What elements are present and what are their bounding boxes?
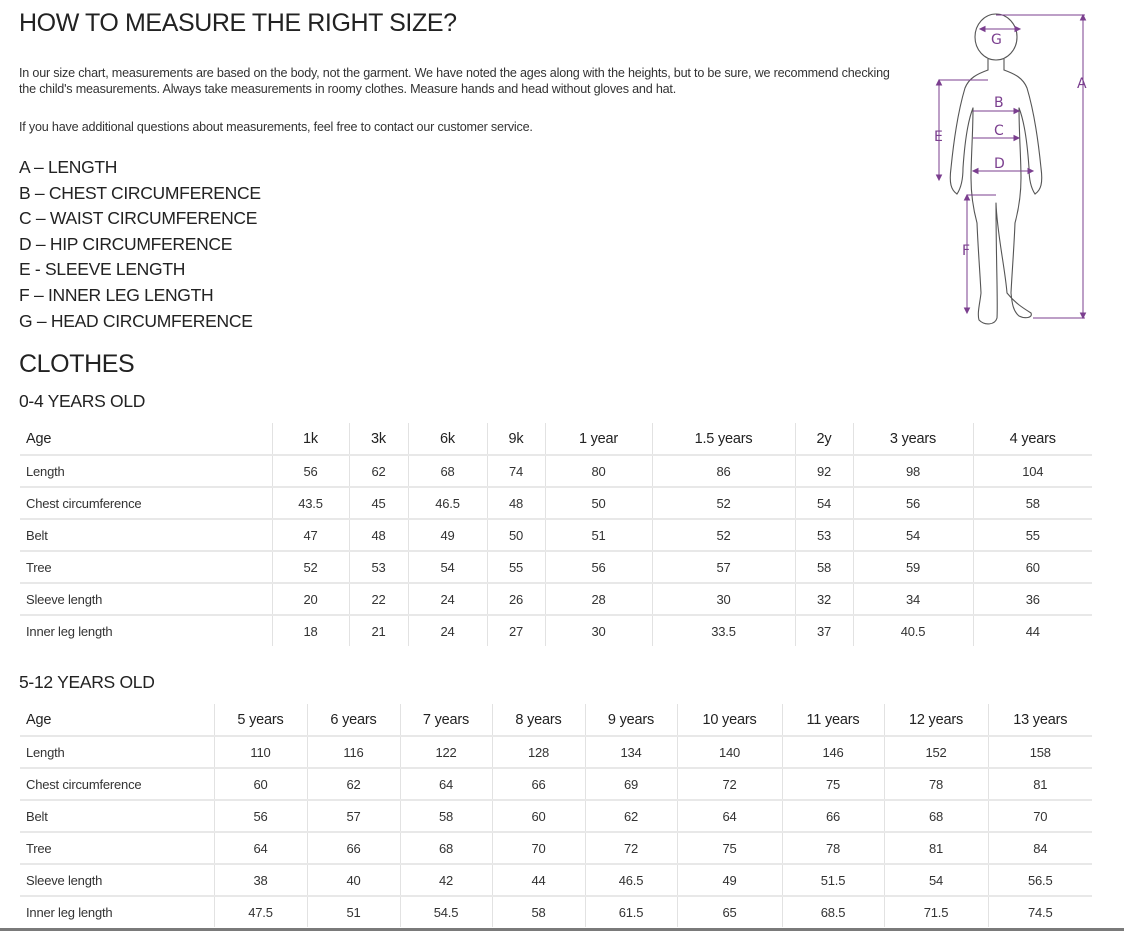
row-label-cell: Sleeve length [20, 583, 272, 615]
header-cell: 3k [349, 423, 408, 455]
table-row [20, 455, 1092, 487]
value-cell: 60 [492, 800, 585, 832]
value-cell: 54 [853, 519, 973, 551]
value-cell: 53 [349, 551, 408, 583]
table-row [20, 896, 1092, 927]
value-cell: 49 [408, 519, 487, 551]
header-cell: 12 years [884, 704, 988, 736]
header-cell: 9 years [585, 704, 677, 736]
value-cell: 68.5 [782, 896, 884, 927]
figure-labels [934, 32, 1087, 259]
value-cell: 56.5 [988, 864, 1092, 896]
value-cell: 81 [988, 768, 1092, 800]
value-cell: 56 [272, 455, 349, 487]
label-g: G [991, 32, 1002, 48]
intro-text: In our size chart, measurements are based on the body, not the garment. We have noted the ages along with the heights, but to be sure, we recommend checking the child's measurements. Always take measurements in roomy clothes. Measure hands and head without gloves and hat. [19, 66, 890, 96]
legend-item: E - SLEEVE LENGTH [19, 259, 186, 280]
value-cell: 64 [677, 800, 782, 832]
value-cell: 52 [272, 551, 349, 583]
value-cell: 46.5 [585, 864, 677, 896]
row-label-cell: Length [20, 455, 272, 487]
label-d: D [994, 156, 1005, 172]
value-cell: 26 [487, 583, 545, 615]
value-cell: 47 [272, 519, 349, 551]
header-cell: Age [20, 704, 214, 736]
value-cell: 55 [487, 551, 545, 583]
value-cell: 53 [795, 519, 853, 551]
header-cell: 5 years [214, 704, 307, 736]
legend-item: B – CHEST CIRCUMFERENCE [19, 182, 261, 203]
size-table-5-12 [20, 704, 1092, 927]
page-title: HOW TO MEASURE THE RIGHT SIZE? [19, 9, 457, 37]
section-title: CLOTHES [19, 350, 135, 378]
value-cell: 128 [492, 736, 585, 768]
value-cell: 64 [214, 832, 307, 864]
header-cell: 8 years [492, 704, 585, 736]
legend-item: G – HEAD CIRCUMFERENCE [19, 310, 253, 331]
value-cell: 24 [408, 615, 487, 646]
measurement-guides [937, 15, 1086, 318]
value-cell: 43.5 [272, 487, 349, 519]
value-cell: 68 [400, 832, 492, 864]
row-label-cell: Inner leg length [26, 623, 113, 639]
value-cell: 62 [349, 455, 408, 487]
value-cell: 62 [585, 800, 677, 832]
table-subtitle-0-4: 0-4 YEARS OLD [19, 391, 146, 411]
value-cell: 52 [652, 487, 795, 519]
header-cell: 6k [408, 423, 487, 455]
legend-item: A – LENGTH [19, 157, 118, 177]
value-cell: 44 [973, 615, 1092, 646]
value-cell: 58 [973, 487, 1092, 519]
value-cell: 58 [492, 896, 585, 927]
value-cell: 116 [307, 736, 400, 768]
value-cell: 75 [782, 768, 884, 800]
value-cell: 61.5 [585, 896, 677, 927]
table-row [20, 768, 1092, 800]
table-row [20, 551, 1092, 583]
value-cell: 51 [545, 519, 652, 551]
value-cell: 21 [349, 615, 408, 646]
header-cell: 11 years [782, 704, 884, 736]
value-cell: 81 [884, 832, 988, 864]
value-cell: 98 [853, 455, 973, 487]
value-cell: 68 [408, 455, 487, 487]
row-label-cell: Belt [20, 519, 272, 551]
value-cell: 48 [487, 487, 545, 519]
table-row [20, 800, 1092, 832]
value-cell: 54 [408, 551, 487, 583]
value-cell: 66 [782, 800, 884, 832]
value-cell: 56 [545, 551, 652, 583]
header-cell: 13 years [988, 704, 1092, 736]
child-measurement-figure [925, 8, 1100, 333]
value-cell: 40 [307, 864, 400, 896]
label-a: A [1077, 76, 1087, 92]
legend-item: D – HIP CIRCUMFERENCE [19, 233, 233, 254]
value-cell: 48 [349, 519, 408, 551]
table-row [20, 864, 1092, 896]
value-cell: 66 [492, 768, 585, 800]
value-cell: 86 [652, 455, 795, 487]
label-b: B [994, 95, 1004, 111]
value-cell: 64 [400, 768, 492, 800]
value-cell: 51 [307, 896, 400, 927]
legend-item: F – INNER LEG LENGTH [19, 284, 214, 305]
value-cell: 152 [884, 736, 988, 768]
value-cell: 54.5 [400, 896, 492, 927]
value-cell: 62 [307, 768, 400, 800]
table-subtitle-5-12: 5-12 YEARS OLD [19, 672, 155, 692]
table-row [20, 736, 1092, 768]
size-table-0-4 [20, 423, 1092, 646]
value-cell: 47.5 [214, 896, 307, 927]
table-row [20, 487, 1092, 519]
table-row [20, 583, 1092, 615]
header-cell: 2y [795, 423, 853, 455]
table-row [20, 615, 1092, 646]
label-c: C [994, 123, 1004, 139]
row-label-cell: Tree [20, 832, 214, 864]
value-cell: 30 [545, 615, 652, 646]
header-cell: 3 years [853, 423, 973, 455]
value-cell: 92 [795, 455, 853, 487]
value-cell: 58 [400, 800, 492, 832]
value-cell: 78 [884, 768, 988, 800]
value-cell: 36 [973, 583, 1092, 615]
value-cell: 45 [349, 487, 408, 519]
value-cell: 52 [652, 519, 795, 551]
value-cell: 84 [988, 832, 1092, 864]
value-cell: 74.5 [988, 896, 1092, 927]
value-cell: 44 [492, 864, 585, 896]
row-label-cell: Length [20, 736, 214, 768]
value-cell: 68 [884, 800, 988, 832]
row-label-cell: Chest circumference [20, 768, 214, 800]
header-cell: 1 year [545, 423, 652, 455]
value-cell: 158 [988, 736, 1092, 768]
value-cell: 27 [487, 615, 545, 646]
value-cell: 78 [782, 832, 884, 864]
value-cell: 59 [853, 551, 973, 583]
value-cell: 71.5 [884, 896, 988, 927]
value-cell: 140 [677, 736, 782, 768]
value-cell: 55 [973, 519, 1092, 551]
value-cell: 104 [973, 455, 1092, 487]
table-header-row [20, 704, 1092, 736]
value-cell: 146 [782, 736, 884, 768]
value-cell: 51.5 [782, 864, 884, 896]
row-label-cell: Tree [20, 551, 272, 583]
value-cell: 24 [408, 583, 487, 615]
value-cell: 70 [988, 800, 1092, 832]
header-cell: 9k [487, 423, 545, 455]
label-e: E [934, 129, 943, 145]
header-cell: 4 years [973, 423, 1092, 455]
value-cell: 56 [214, 800, 307, 832]
value-cell: 49 [677, 864, 782, 896]
value-cell: 40.5 [853, 615, 973, 646]
value-cell: 22 [349, 583, 408, 615]
value-cell: 28 [545, 583, 652, 615]
row-label-cell: Sleeve length [20, 864, 214, 896]
value-cell: 54 [795, 487, 853, 519]
value-cell: 72 [585, 832, 677, 864]
value-cell: 75 [677, 832, 782, 864]
value-cell: 30 [652, 583, 795, 615]
contact-text: If you have additional questions about measurements, feel free to contact our customer service. [19, 120, 533, 134]
header-cell: 1k [272, 423, 349, 455]
label-f: F [962, 243, 971, 259]
value-cell: 46.5 [408, 487, 487, 519]
value-cell: 50 [487, 519, 545, 551]
header-cell: 7 years [400, 704, 492, 736]
value-cell: 70 [492, 832, 585, 864]
value-cell: 33.5 [652, 615, 795, 646]
value-cell: 66 [307, 832, 400, 864]
table-header-row [20, 423, 1092, 455]
value-cell: 32 [795, 583, 853, 615]
value-cell: 60 [973, 551, 1092, 583]
table-row [20, 519, 1092, 551]
value-cell: 110 [214, 736, 307, 768]
legend-item: C – WAIST CIRCUMFERENCE [19, 208, 258, 229]
header-cell: 10 years [677, 704, 782, 736]
table-row [20, 832, 1092, 864]
value-cell: 72 [677, 768, 782, 800]
value-cell: 20 [272, 583, 349, 615]
value-cell: 60 [214, 768, 307, 800]
value-cell: 37 [795, 615, 853, 646]
value-cell: 74 [487, 455, 545, 487]
value-cell: 65 [677, 896, 782, 927]
row-label-cell: Chest circumference [20, 487, 272, 519]
value-cell: 57 [307, 800, 400, 832]
value-cell: 50 [545, 487, 652, 519]
header-cell: Age [20, 423, 272, 455]
value-cell: 58 [795, 551, 853, 583]
value-cell: 57 [652, 551, 795, 583]
value-cell: 42 [400, 864, 492, 896]
header-cell: 1.5 years [652, 423, 795, 455]
value-cell: 80 [545, 455, 652, 487]
header-cell: 6 years [307, 704, 400, 736]
value-cell: 69 [585, 768, 677, 800]
value-cell: 34 [853, 583, 973, 615]
value-cell: 38 [214, 864, 307, 896]
value-cell: 54 [884, 864, 988, 896]
value-cell: 134 [585, 736, 677, 768]
row-label-cell: Inner leg length [26, 904, 113, 920]
measurement-legend [19, 155, 261, 334]
row-label-cell: Belt [20, 800, 214, 832]
value-cell: 122 [400, 736, 492, 768]
value-cell: 56 [853, 487, 973, 519]
value-cell: 18 [272, 615, 349, 646]
